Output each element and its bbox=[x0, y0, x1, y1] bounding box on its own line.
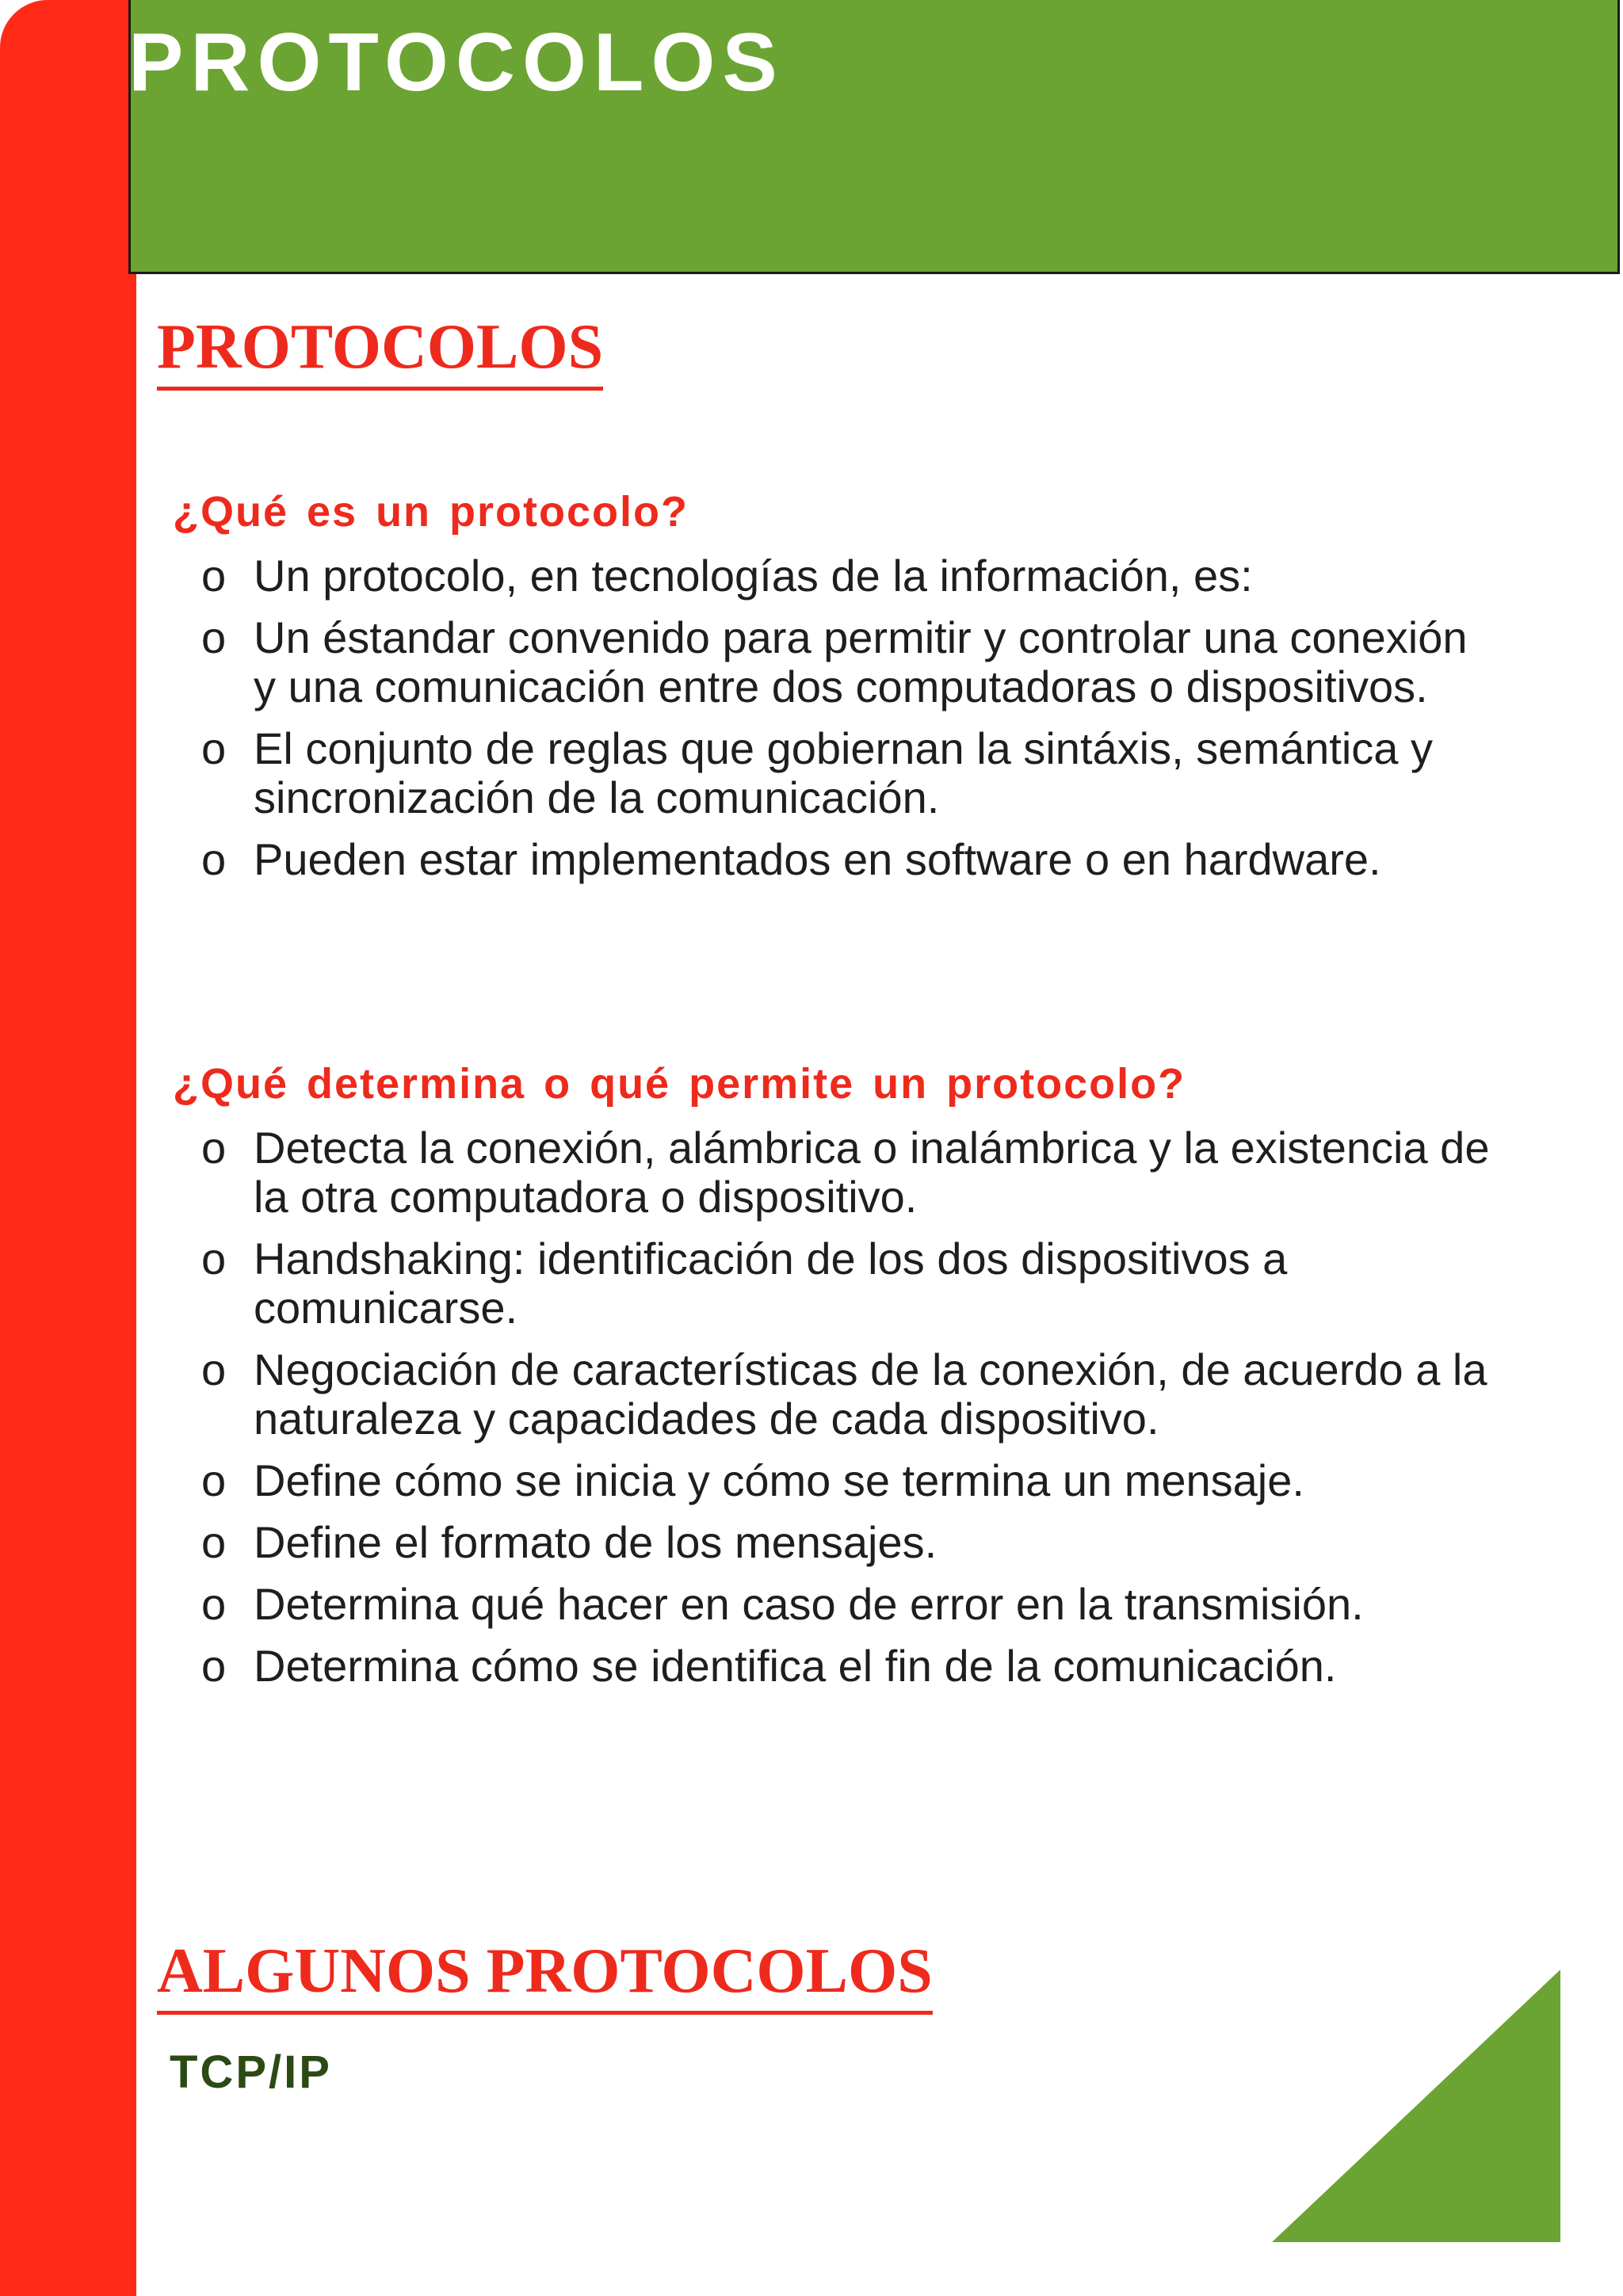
bullet-list-functions bbox=[201, 1123, 1501, 1703]
list-item: o El conjunto de reglas que gobiernan la sintáxis, semántica y sincronización de la comunicación. bbox=[201, 723, 1433, 822]
section-title-algunos-protocolos: ALGUNOS PROTOCOLOS bbox=[157, 1939, 933, 2015]
list-item: o Define el formato de los mensajes. bbox=[201, 1517, 938, 1567]
list-item: o Define cómo se inicia y cómo se termina un mensaje. bbox=[201, 1455, 1304, 1505]
list-item: o Determina qué hacer en caso de error en la transmisión. bbox=[201, 1579, 1364, 1629]
protocol-tcp-ip: TCP/IP bbox=[170, 2046, 332, 2098]
bullet-marker: o bbox=[201, 1455, 227, 1505]
bullet-list-definition bbox=[201, 551, 1501, 897]
list-item: o Determina cómo se identifica el fin de la comunicación. bbox=[201, 1641, 1337, 1691]
question-what-is-protocol: ¿Qué es un protocolo? bbox=[173, 488, 689, 536]
bullet-marker: o bbox=[201, 1234, 227, 1283]
list-item: o Pueden estar implementados en software o en hardware. bbox=[201, 834, 1381, 884]
corner-triangle-decoration bbox=[1272, 1970, 1560, 2242]
bullet-marker: o bbox=[201, 1123, 227, 1173]
bullet-marker: o bbox=[201, 834, 227, 884]
list-item: o Negociación de características de la conexión, de acuerdo a la naturaleza y capacidades de cada dispositivo. bbox=[201, 1344, 1487, 1444]
left-red-bar bbox=[0, 0, 136, 2296]
list-item: o Detecta la conexión, alámbrica o inalámbrica y la existencia de la otra computadora o dispositivo. bbox=[201, 1123, 1490, 1222]
section-title-protocolos: PROTOCOLOS bbox=[157, 315, 603, 391]
question-what-determines: ¿Qué determina o qué permite un protocolo? bbox=[173, 1060, 1186, 1108]
bullet-marker: o bbox=[201, 551, 227, 601]
bullet-marker: o bbox=[201, 1344, 227, 1394]
bullet-marker: o bbox=[201, 1579, 227, 1629]
bullet-marker: o bbox=[201, 723, 227, 773]
bullet-marker: o bbox=[201, 1517, 227, 1567]
list-item: o Handshaking: identificación de los dos dispositivos a comunicarse. bbox=[201, 1234, 1288, 1333]
list-item: o Un protocolo, en tecnologías de la información, es: bbox=[201, 551, 1253, 601]
page-title: PROTOCOLOS bbox=[128, 17, 785, 109]
bullet-marker: o bbox=[201, 612, 227, 662]
list-item: o Un éstandar convenido para permitir y controlar una conexión y una comunicación entre dos computadoras o dispositivos. bbox=[201, 612, 1468, 711]
bullet-marker: o bbox=[201, 1641, 227, 1691]
